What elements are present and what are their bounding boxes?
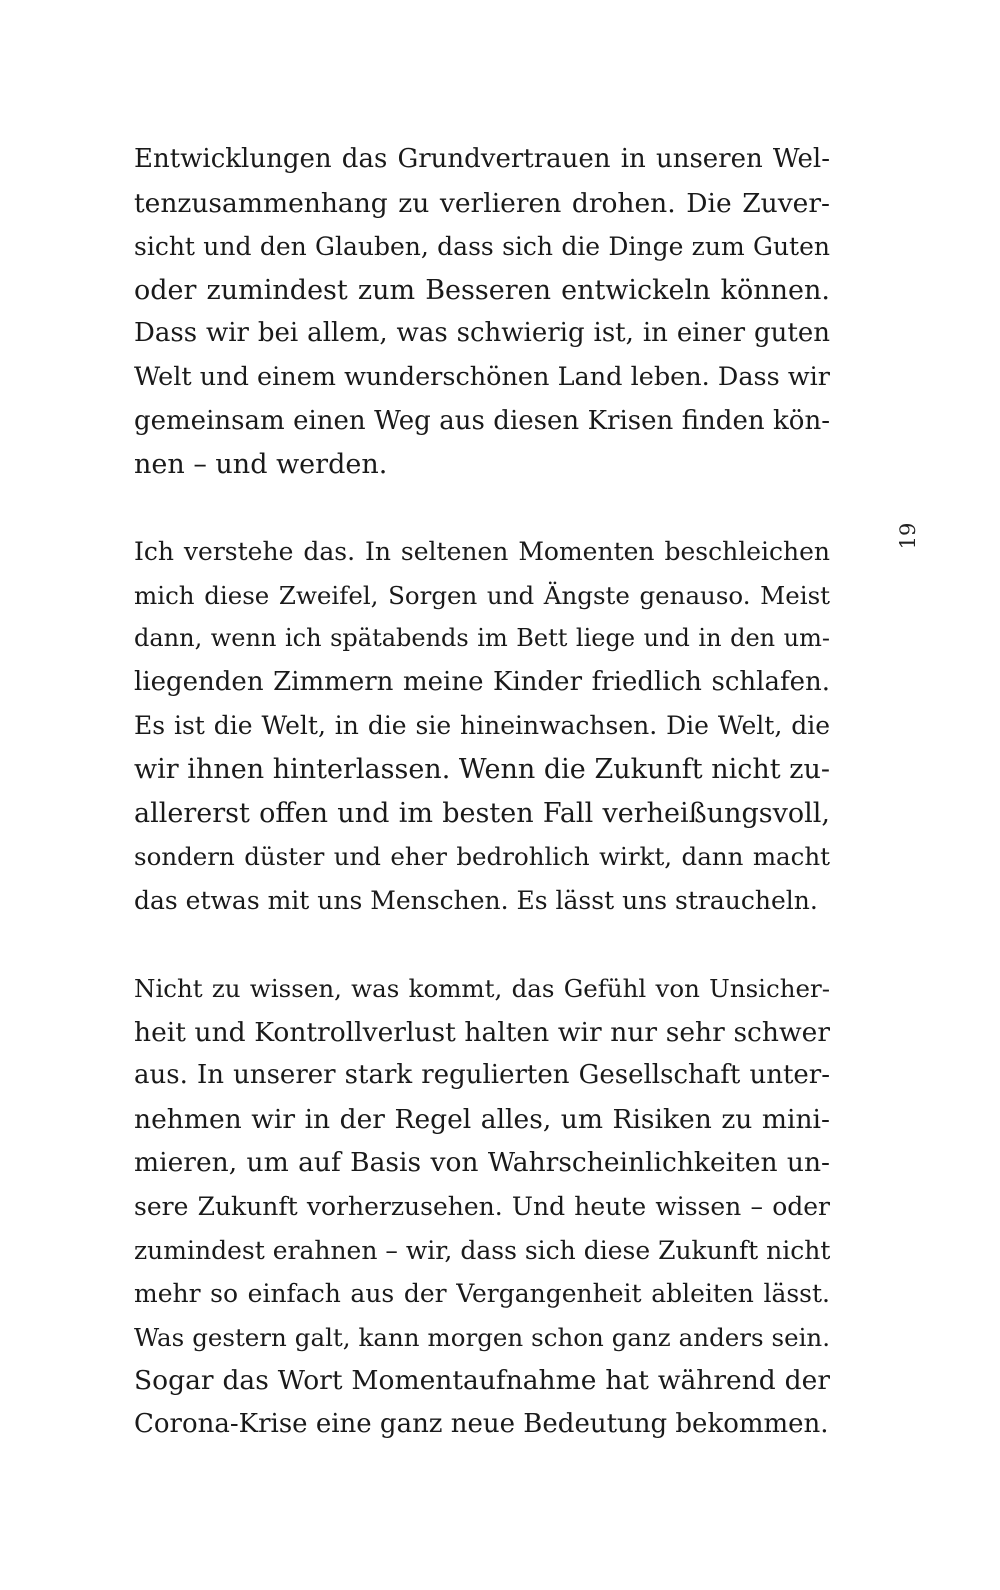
text-line: mich diese Zweifel, Sorgen und Ängste genauso. Meist — [134, 580, 830, 610]
text-line: Corona-Krise eine ganz neue Bedeutung bekommen. — [134, 1408, 829, 1439]
paragraph-2 — [134, 530, 830, 922]
text-line: sere Zukunft vorherzusehen. Und heute wissen – oder — [134, 1191, 830, 1221]
text-line: Dass wir bei allem, was schwierig ist, in einer guten — [134, 318, 830, 349]
text-line: Entwicklungen das Grundvertrauen in unseren Wel- — [134, 144, 830, 174]
paragraph-1 — [134, 138, 830, 487]
text-line: Ich verstehe das. In seltenen Momenten beschleichen — [134, 537, 830, 566]
text-line: heit und Kontrollverlust halten wir nur sehr schwer — [134, 1016, 830, 1048]
text-line: dann, wenn ich spätabends im Bett liege und in den um- — [134, 624, 830, 653]
text-line: gemeinsam einen Weg aus diesen Krisen finden kön- — [134, 405, 830, 436]
text-line: wir ihnen hinterlassen. Wenn die Zukunft nicht zu- — [134, 753, 830, 785]
text-line: mehr so einfach aus der Vergangenheit ableiten lässt. — [134, 1279, 830, 1309]
text-line: oder zumindest zum Besseren entwickeln können. — [134, 274, 830, 306]
text-line: liegenden Zimmern meine Kinder friedlich schlafen. — [134, 666, 830, 697]
text-line: mieren, um auf Basis von Wahrscheinlichkeiten un- — [134, 1147, 830, 1179]
page-number: 19 — [896, 522, 920, 550]
text-line: das etwas mit uns Menschen. Es lässt uns straucheln. — [134, 885, 818, 915]
text-line: Sogar das Wort Momentaufnahme hat während der — [134, 1365, 830, 1397]
text-line: Es ist die Welt, in die sie hineinwachsen. Die Welt, die — [134, 711, 830, 741]
paragraph-3 — [134, 967, 830, 1447]
text-line: sondern düster und eher bedrohlich wirkt, dann macht — [134, 842, 830, 872]
text-line: Was gestern galt, kann morgen schon ganz anders sein. — [134, 1322, 830, 1352]
text-line: tenzusammenhang zu verlieren drohen. Die Zuver- — [134, 187, 830, 219]
text-line: sicht und den Glauben, dass sich die Dinge zum Guten — [134, 232, 830, 262]
text-line: aus. In unserer stark regulierten Gesellschaft unter- — [134, 1060, 830, 1091]
text-line: nehmen wir in der Regel alles, um Risiken zu mini- — [134, 1103, 830, 1135]
text-line: Nicht zu wissen, was kommt, das Gefühl von Unsicher- — [134, 974, 830, 1003]
text-line: zumindest erahnen – wir, dass sich diese Zukunft nicht — [134, 1235, 830, 1265]
text-line: nen – und werden. — [134, 449, 388, 481]
text-line: Welt und einem wunderschönen Land leben. Dass wir — [134, 361, 830, 392]
text-line: allererst offen und im besten Fall verheißungsvoll, — [134, 797, 830, 829]
